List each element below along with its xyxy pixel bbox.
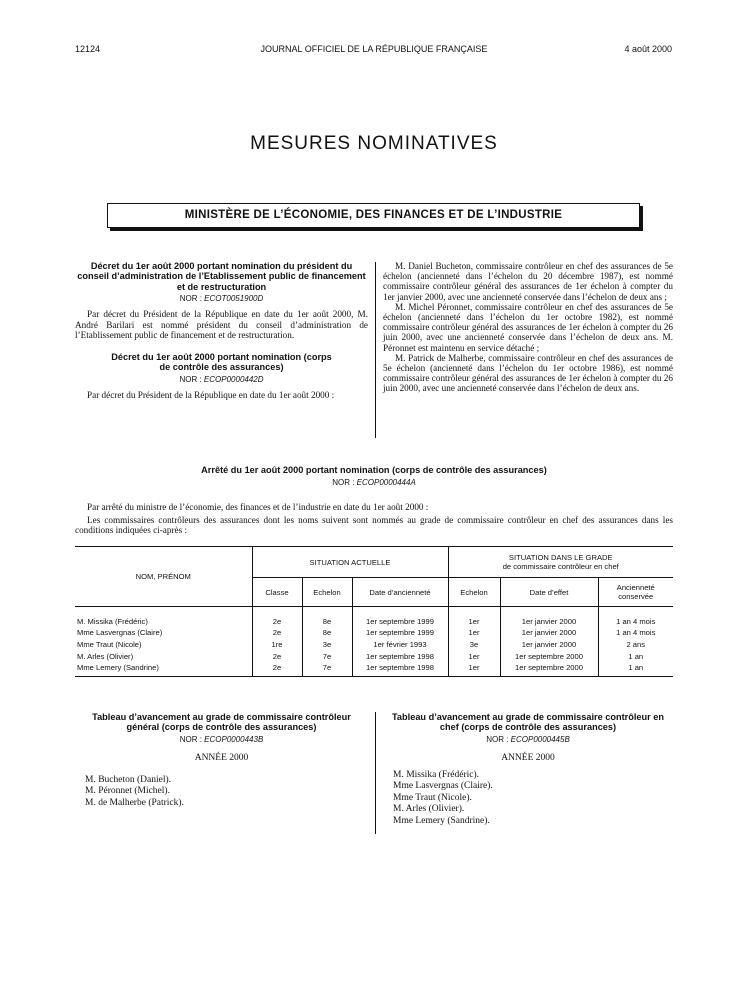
cell-echelon2: 1er xyxy=(448,616,500,628)
decree1-text: Par décret du Président de la République en date du 1er août 2000, M. André Barilari est nommé président du conseil d’administration de l’Etablissement public de financement et de restructuration. xyxy=(75,309,368,340)
cell-date-anc: 1er septembre 1998 xyxy=(352,662,448,674)
right-paragraph-3: M. Patrick de Malherbe, commissaire contrôleur en chef des assurances de 5e échelon (ancienneté dans l’échelon du 1er octobre 1986), est nommé commissaire contrôleur général des assurances de 1er échelon à compter du 26 juin 2000, avec une ancienneté conservée dans l’échelon de deux ans. xyxy=(383,352,673,394)
cell-date-anc: 1er février 1993 xyxy=(352,639,448,651)
list-item: M. Arles (Olivier). xyxy=(393,804,465,815)
cell-date-effet: 1er septembre 2000 xyxy=(500,662,598,674)
cell-classe: 1re xyxy=(252,639,302,651)
tableau-left xyxy=(75,712,368,809)
page-number: 12124 xyxy=(75,44,101,54)
table-row xyxy=(75,662,673,674)
cell-date-anc: 1er septembre 1999 xyxy=(352,616,448,628)
echelon-header: Echelon xyxy=(302,578,352,607)
cell-classe: 2e xyxy=(252,627,302,639)
tableau-right-nor: NOR : ECOP0000445B xyxy=(486,734,570,744)
list-item: M. Péronnet (Michel). xyxy=(85,786,170,797)
tableau-left-annee: ANNÉE 2000 xyxy=(194,752,249,763)
date-effet-header: Date d’effet xyxy=(500,578,598,607)
issue-date: 4 août 2000 xyxy=(624,44,672,54)
tableau-right-title: Tableau d’avancement au grade de commissaire contrôleur en chef (corps de contrôle des assurances) xyxy=(392,712,664,733)
cell-echelon2: 1er xyxy=(448,662,500,674)
cell-anc: 1 an 4 mois xyxy=(616,628,656,638)
tableau-right-annee: ANNÉE 2000 xyxy=(501,752,555,763)
cell-anc: 2 ans xyxy=(626,639,646,649)
journal-title: JOURNAL OFFICIEL DE LA RÉPUBLIQUE FRANÇAISE xyxy=(260,44,488,54)
right-paragraph-2: M. Michel Péronnet, commissaire contrôleur en chef des assurances de 5e échelon (ancienneté dans l’échelon du 1er octobre 1982), est nommé commissaire contrôleur général des assurances de 1er échelon à compter du 26 juin 2000, avec une ancienneté conservée dans l’échelon de deux ans. M. Péronnet est maintenu en service détaché ; xyxy=(383,301,673,353)
classe-header: Classe xyxy=(252,578,302,607)
cell-date-effet: 1er septembre 2000 xyxy=(500,650,598,662)
column-divider xyxy=(375,262,376,438)
cell-echelon2: 3e xyxy=(448,639,500,651)
right-column xyxy=(383,261,673,394)
right-paragraph-1: M. Daniel Bucheton, commissaire contrôleur en chef des assurances de 5e échelon (ancienneté dans l’échelon du 20 décembre 1987), est nommé commissaire contrôleur général des assurances de 1er échelon à compter du 1er janvier 2000, avec une ancienneté conservée dans l’échelon de deux ans ; xyxy=(383,261,673,302)
table-row xyxy=(75,627,673,639)
cell-anc: 1 an xyxy=(628,663,644,673)
decree1-title: Décret du 1er août 2000 portant nomination du président du conseil d’administration de l’Etablissement public de financement et de restructuration xyxy=(77,261,366,292)
arrete-text xyxy=(75,502,673,536)
cell-anc: 1 an xyxy=(628,651,644,661)
cell-echelon2: 1er xyxy=(448,627,500,639)
cell-name: Mme Lemery (Sandrine) xyxy=(75,662,252,674)
cell-classe: 2e xyxy=(252,650,302,662)
cell-echelon: 8e xyxy=(302,627,352,639)
cell-date-effet: 1er janvier 2000 xyxy=(500,627,598,639)
list-item: M. Missika (Frédéric). xyxy=(393,769,480,780)
list-item: M. de Malherbe (Patrick). xyxy=(85,797,184,808)
decree2-title: Décret du 1er août 2000 portant nomination (corps de contrôle des assurances) xyxy=(111,352,332,373)
tableau-right-list xyxy=(383,770,673,828)
cell-echelon: 3e xyxy=(302,639,352,651)
decree1-nor: NOR : ECOT0051900D xyxy=(179,294,264,304)
cell-echelon2: 1er xyxy=(448,650,500,662)
list-item: Mme Traut (Nicole). xyxy=(393,792,472,803)
decree2-text: Par décret du Président de la République en date du 1er août 2000 : xyxy=(87,390,335,401)
arrete-title: Arrêté du 1er août 2000 portant nomination (corps de contrôle des assurances) xyxy=(201,465,547,475)
tableau-left-nor: NOR : ECOP0000443B xyxy=(179,734,264,744)
cell-name: Mme Lasvergnas (Claire) xyxy=(75,627,252,639)
cell-echelon: 7e xyxy=(302,650,352,662)
table-row xyxy=(75,639,673,651)
arrete-paragraph-2: Les commissaires contrôleurs des assurances dont les noms suivent sont nommés au grade de commissaire contrôleur en chef des assurances dans les conditions indiquées ci-après : xyxy=(75,515,673,536)
cell-date-effet: 1er janvier 2000 xyxy=(500,616,598,628)
decree2-nor: NOR : ECOP0000442D xyxy=(179,374,264,384)
list-item: Mme Lasvergnas (Claire). xyxy=(393,781,493,792)
table-row xyxy=(75,650,673,662)
tableau-left-list xyxy=(75,775,368,810)
cell-classe: 2e xyxy=(252,662,302,674)
col-name-header: NOM, PRÉNOM xyxy=(75,547,252,607)
page-title: MESURES NOMINATIVES xyxy=(250,133,498,154)
cell-echelon: 8e xyxy=(302,616,352,628)
arrete-paragraph-1: Par arrêté du ministre de l’économie, des finances et de l’industrie en date du 1er août 2000 : xyxy=(87,502,429,512)
table-row xyxy=(75,616,673,628)
cell-echelon: 7e xyxy=(302,662,352,674)
cell-anc: 1 an 4 mois xyxy=(616,616,656,626)
tableau-right xyxy=(383,712,673,827)
left-column xyxy=(75,261,368,400)
cell-date-anc: 1er septembre 1998 xyxy=(352,650,448,662)
group-grade-header: SITUATION DANS LE GRADE de commissaire contrôleur en chef xyxy=(448,547,673,578)
cell-date-anc: 1er septembre 1999 xyxy=(352,627,448,639)
anciennete-header: Ancienneté conservée xyxy=(598,578,673,607)
cell-name: M. Missika (Frédéric) xyxy=(75,616,252,628)
ministry-box: MINISTÈRE DE L’ÉCONOMIE, DES FINANCES ET DE L’INDUSTRIE xyxy=(107,203,640,228)
list-item: M. Bucheton (Daniel). xyxy=(85,774,172,785)
group-actuelle-header: SITUATION ACTUELLE xyxy=(252,547,448,578)
list-item: Mme Lemery (Sandrine). xyxy=(393,815,490,826)
cell-name: M. Arles (Olivier) xyxy=(75,650,252,662)
cell-name: Mme Traut (Nicole) xyxy=(75,639,252,651)
cell-classe: 2e xyxy=(252,616,302,628)
cell-date-effet: 1er janvier 2000 xyxy=(500,639,598,651)
echelon2-header: Echelon xyxy=(448,578,500,607)
nomination-table xyxy=(75,546,673,677)
date-anciennete-header: Date d’ancienneté xyxy=(352,578,448,607)
bottom-column-divider xyxy=(375,712,376,834)
tableau-left-title: Tableau d’avancement au grade de commissaire contrôleur général (corps de contrôle des assurances) xyxy=(92,712,351,733)
arrete-nor: NOR : ECOP0000444A xyxy=(332,478,416,487)
